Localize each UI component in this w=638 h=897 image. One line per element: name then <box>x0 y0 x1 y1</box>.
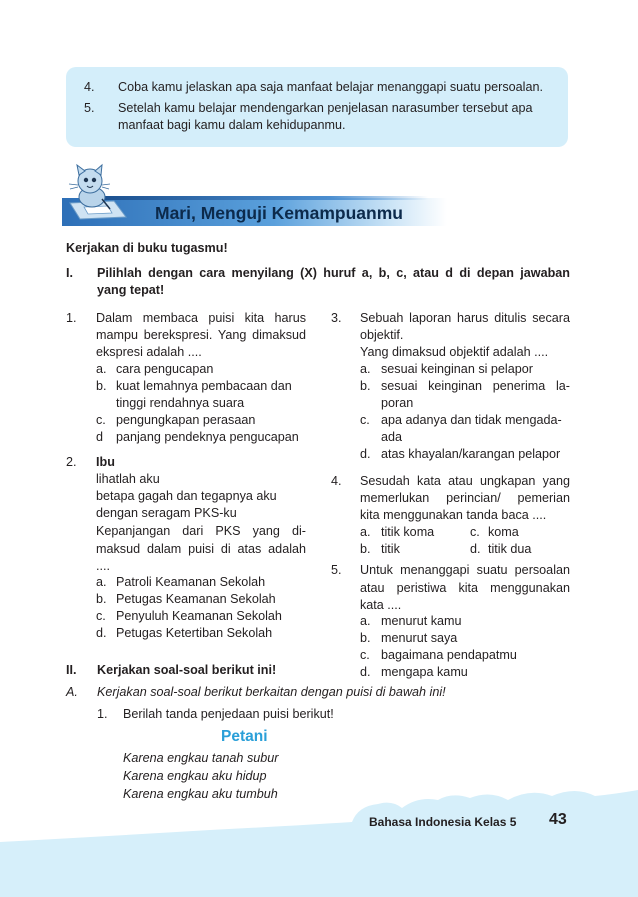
option-letter: d <box>96 430 104 444</box>
option-letter: c. <box>470 525 480 539</box>
question-text: atau peristiwa kita menggunakan <box>360 581 570 595</box>
option-text: cara pengucapan <box>116 362 214 376</box>
question-text: .... <box>96 559 110 573</box>
question-text: Kepanjangan dari PKS yang di- <box>96 524 306 538</box>
question-text: Sesudah kata atau ungkapan yang <box>360 474 570 488</box>
section-instruction: Kerjakan soal-soal berikut ini! <box>97 663 277 677</box>
option-letter: c. <box>360 648 370 662</box>
poem-line: lihatlah aku <box>96 472 160 486</box>
option-text: tinggi rendahnya suara <box>116 396 245 410</box>
review-item-text: Coba kamu jelaskan apa saja manfaat belajar menanggapi suatu persoalan. <box>118 80 543 94</box>
cat-mascot-icon <box>62 163 130 221</box>
banner-shadow <box>98 196 428 200</box>
section-number: I. <box>66 266 73 280</box>
question-text: maksud dalam puisi di atas adalah <box>96 542 306 556</box>
footer-book-title: Bahasa Indonesia Kelas 5 <box>369 815 517 829</box>
option-letter: b. <box>360 542 371 556</box>
question-text: objektif. <box>360 328 404 342</box>
option-letter: b. <box>96 379 107 393</box>
option-text: bagaimana pendapatmu <box>381 648 517 662</box>
option-text: titik koma <box>381 525 435 539</box>
poem-line: Karena engkau aku hidup <box>123 769 267 783</box>
review-item-text: manfaat bagi kamu dalam kehidupanmu. <box>118 118 346 132</box>
option-text: Penyuluh Keamanan Sekolah <box>116 609 282 623</box>
option-text: mengapa kamu <box>381 665 468 679</box>
question-text: Yang dimaksud objektif adalah .... <box>360 345 549 359</box>
option-letter: d. <box>96 626 107 640</box>
option-text: sesuai keinginan si pelapor <box>381 362 533 376</box>
option-text: koma <box>488 525 519 539</box>
question-number: 4. <box>331 474 342 488</box>
page-number: 43 <box>549 811 567 828</box>
question-text: mampu berekspresi. Yang dimaksud <box>96 328 306 342</box>
option-text: poran <box>381 396 414 410</box>
review-item-number: 5. <box>84 101 95 115</box>
question-number: 3. <box>331 311 342 325</box>
subsection-number: A. <box>66 685 78 699</box>
footer-cloud-decoration <box>0 770 638 897</box>
section-instruction: yang tepat! <box>97 283 165 297</box>
option-text: ada <box>381 430 403 444</box>
option-letter: c. <box>96 609 106 623</box>
question-text: Untuk menanggapi suatu persoalan <box>360 563 570 577</box>
question-number: 5. <box>331 563 342 577</box>
question-number: 1. <box>66 311 77 325</box>
option-letter: a. <box>360 362 371 376</box>
option-letter: a. <box>360 525 371 539</box>
review-item-text: Setelah kamu belajar mendengarkan penjelasan narasumber tersebut apa <box>118 101 533 115</box>
option-letter: b. <box>360 631 371 645</box>
option-letter: b. <box>360 379 371 393</box>
option-letter: d. <box>360 665 371 679</box>
question-text: kita menggunakan tanda baca .... <box>360 508 547 522</box>
option-letter: d. <box>360 447 371 461</box>
item-number: 1. <box>97 707 108 721</box>
option-text: menurut saya <box>381 631 458 645</box>
option-text: Petugas Keamanan Sekolah <box>116 592 276 606</box>
option-text: atas khayalan/karangan pelapor <box>381 447 561 461</box>
question-text: memerlukan perincian/ pemerian <box>360 491 570 505</box>
poem-title: Ibu <box>96 455 115 469</box>
instructions: Kerjakan di buku tugasmu! <box>66 241 228 255</box>
option-letter: a. <box>96 362 107 376</box>
review-item-number: 4. <box>84 80 95 94</box>
option-text: menurut kamu <box>381 614 462 628</box>
option-text: apa adanya dan tidak mengada- <box>381 413 562 427</box>
poem-line: betapa gagah dan tegapnya aku <box>96 489 277 503</box>
option-letter: d. <box>470 542 481 556</box>
question-text: Dalam membaca puisi kita harus <box>96 311 306 325</box>
question-text: kata .... <box>360 598 402 612</box>
subsection-instruction: Kerjakan soal-soal berikut berkaitan dengan puisi di bawah ini! <box>97 685 446 699</box>
poem-title: Petani <box>221 728 268 745</box>
option-text: kuat lemahnya pembacaan dan <box>116 379 292 393</box>
poem-line: dengan seragam PKS-ku <box>96 506 237 520</box>
item-text: Berilah tanda penjedaan puisi berikut! <box>123 707 334 721</box>
option-text: sesuai keinginan penerima la- <box>381 379 570 393</box>
option-text: panjang pendeknya pengucapan <box>116 430 299 444</box>
section-instruction: Pilihlah dengan cara menyilang (X) huruf a, b, c, atau d di depan jawaban <box>97 266 570 280</box>
section-title: Mari, Menguji Kemampuanmu <box>155 203 403 223</box>
option-letter: a. <box>360 614 371 628</box>
question-text: ekspresi adalah .... <box>96 345 202 359</box>
option-letter: b. <box>96 592 107 606</box>
question-number: 2. <box>66 455 77 469</box>
option-text: Patroli Keamanan Sekolah <box>116 575 266 589</box>
option-text: pengungkapan perasaan <box>116 413 256 427</box>
option-text: Petugas Ketertiban Sekolah <box>116 626 273 640</box>
section-number: II. <box>66 663 77 677</box>
option-letter: c. <box>360 413 370 427</box>
poem-line: Karena engkau tanah subur <box>123 751 279 765</box>
option-text: titik dua <box>488 542 532 556</box>
question-text: Sebuah laporan harus ditulis secara <box>360 311 570 325</box>
option-letter: c. <box>96 413 106 427</box>
poem-line: Karena engkau aku tumbuh <box>123 787 278 801</box>
option-text: titik <box>381 542 400 556</box>
option-letter: a. <box>96 575 107 589</box>
